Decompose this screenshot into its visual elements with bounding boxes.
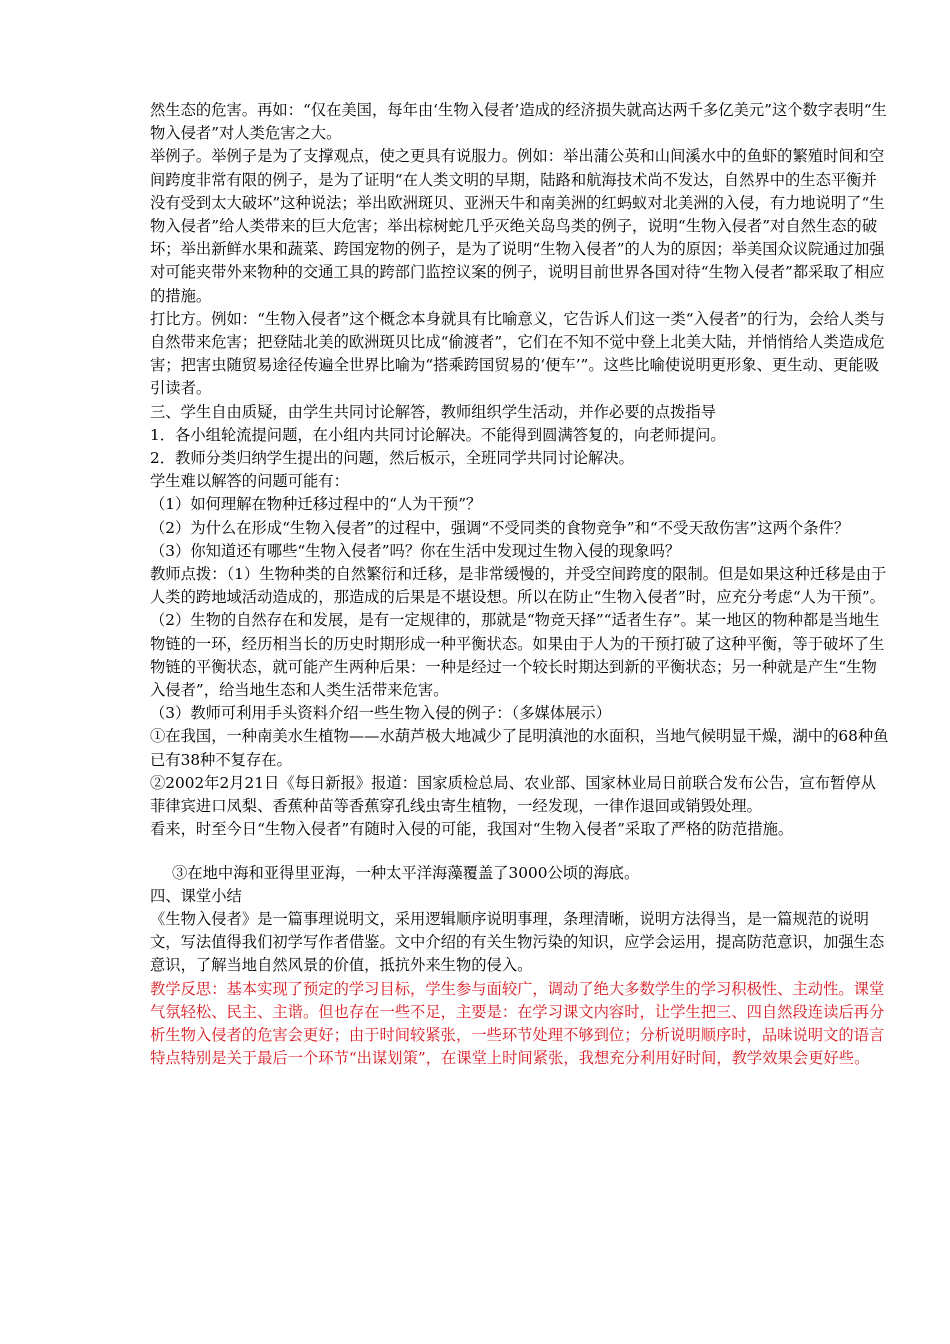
section-heading-class-summary: 四、课堂小结 (150, 886, 242, 905)
paragraph-metaphor-method: 打比方。例如：“生物入侵者”这个概念本身就具有比喻意义，它告诉人们这一类“入侵者”的行为，会给人类与自然带来危害；把登陆北美的欧洲斑贝比成“偷渡者”，它们在不知不觉中登上北美大陆，并悄悄给人类造成危害；把害虫随贸易途径传遍全世界比喻为“搭乘跨国贸易的‘便车’”。这些比喻使说明更形象、更生动、更能吸引读者。 (150, 309, 885, 398)
teacher-guidance-1: 教师点拨：（1）生物种类的自然繁衍和迁移，是非常缓慢的，并受空间跨度的限制。但是如果这种迁移是由于人类的跨地域活动造成的，那造成的后果是不堪设想。所以在防止“生物入侵者”时，应充分考虑“人为干预”。 (150, 565, 887, 607)
question-1: （1）如何理解在物种迁移过程中的“人为干预”？ (150, 495, 482, 514)
paragraph-possible-questions-intro: 学生难以解答的问题可能有： (150, 472, 349, 491)
section-heading-student-questions: 三、学生自由质疑，由学生共同讨论解答，教师组织学生活动，并作必要的点拨指导 (150, 402, 716, 421)
paragraph-conclusion-measures: 看来，时至今日“生物入侵者”有随时入侵的可能，我国对“生物入侵者”采取了严格的防范措施。 (150, 820, 794, 839)
teacher-guidance-3: （3）教师可利用手头资料介绍一些生物入侵的例子：（多媒体展示） (150, 704, 611, 723)
list-item-step-2: 2．教师分类归纳学生提出的问题，然后板示，全班同学共同讨论解决。 (150, 449, 634, 468)
paragraph-examples-method: 举例子。举例子是为了支撑观点，使之更具有说服力。例如：举出蒲公英和山间溪水中的鱼虾的繁殖时间和空间跨度非常有限的例子，是为了证明“在人类文明的早期，陆路和航海技术尚不发达，自然界中的生态平衡并没有受到太大破坏”这种说法；举出欧洲斑贝、亚洲天牛和南美洲的红蚂蚁对北美洲的入侵，有力地说明了“生物入侵者”给人类带来的巨大危害；举出棕树蛇几乎灭绝关岛鸟类的例子，说明“生物入侵者”对自然生态的破坏；举出新鲜水果和蔬菜、跨国宠物的例子，是为了说明“生物入侵者”的人为的原因；举美国众议院通过加强对可能夹带外来物种的交通工具的跨部门监控议案的例子，说明目前世界各国对待“生物入侵者”都采取了相应的措施。 (150, 147, 885, 305)
question-2: （2）为什么在形成“生物入侵者”的过程中，强调“不受同类的食物竞争”和“不受天敌伤害”这两个条件？ (150, 518, 850, 537)
example-item-2: ②2002年2月21日《每日新报》报道：国家质检总局、农业部、国家林业局日前联合发布公告，宣布暂停从菲律宾进口凤梨、香蕉种苗等香蕉穿孔线虫寄生植物，一经发现，一律作退回或销毁处理。 (150, 773, 876, 816)
teacher-guidance-2: （2）生物的自然存在和发展，是有一定规律的，那就是“物竞天择”“适者生存”。某一地区的物种都是当地生物链的一环，经历相当长的历史时期形成一种平衡状态。如果由于人为的干预打破了这种平衡，等于破坏了生物链的平衡状态，就可能产生两种后果：一种是经过一个较长时期达到新的平衡状态；另一种就是产生“生物入侵者”，给当地生态和人类生活带来危害。 (150, 611, 885, 700)
paragraph-harm-example: 然生态的危害。再如：“仅在美国，每年由‘生物入侵者’造成的经济损失就高达两千多亿美元”这个数字表明“生物入侵者”对人类危害之大。 (150, 101, 887, 143)
blank-line (150, 842, 890, 862)
example-item-3: ③在地中海和亚得里亚海，一种太平洋海藻覆盖了3000公顷的海底。 (172, 863, 640, 882)
list-item-step-1: 1．各小组轮流提问题，在小组内共同讨论解决。不能得到圆满答复的，向老师提问。 (150, 425, 726, 444)
question-3: （3）你知道还有哪些“生物入侵者”吗？你在生活中发现过生物入侵的现象吗？ (150, 541, 681, 560)
example-item-1: ①在我国，一种南美水生植物——水葫芦极大地减少了昆明滇池的水面积，当地气候明显干燥，湖中的68种鱼已有38种不复存在。 (150, 727, 889, 769)
paragraph-teaching-reflection: 教学反思：基本实现了预定的学习目标，学生参与面较广，调动了绝大多数学生的学习积极性、主动性。课堂气氛轻松、民主、主谐。但也存在一些不足，主要是：在学习课文内容时，让学生把三、四自然段连读后再分析生物入侵者的危害会更好；由于时间较紧张，一些环节处理不够到位；分析说明顺序时，品味说明文的语言特点特别是关于最后一个环节“出谋划策”，在课堂上时间紧张，我想充分利用好时间，教学效果会更好些。 (150, 979, 885, 1068)
paragraph-class-summary: 《生物入侵者》是一篇事理说明文，采用逻辑顺序说明事理，条理清晰，说明方法得当，是一篇规范的说明文，写法值得我们初学写作者借鉴。文中介绍的有关生物污染的知识，应学会运用，提高防范意识，加强生态意识，了解当地自然风景的价值，抵抗外来生物的侵入。 (150, 909, 885, 975)
document-body (150, 99, 890, 1070)
